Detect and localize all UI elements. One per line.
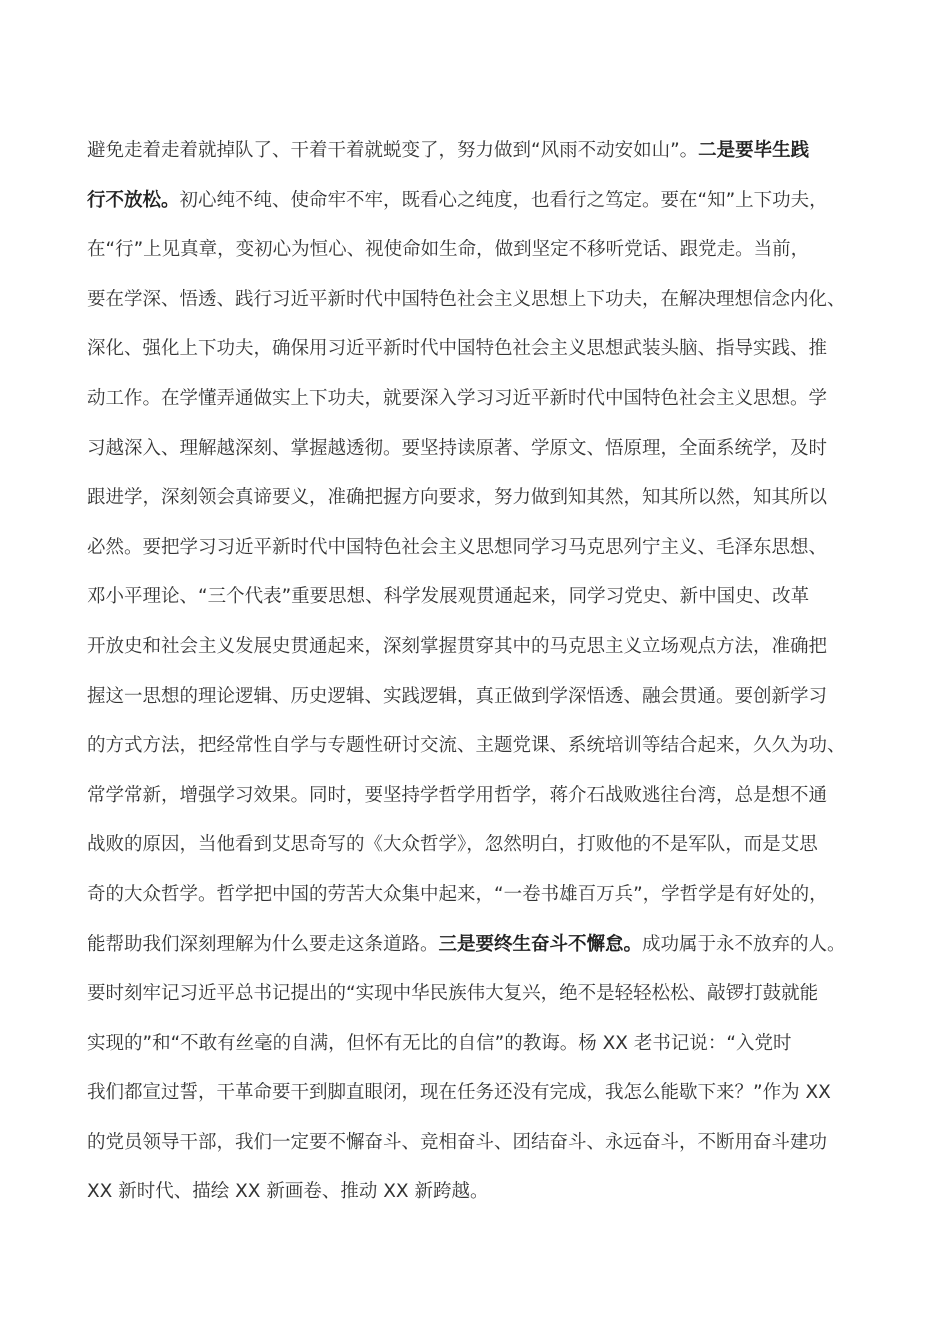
text-line xyxy=(87,969,887,1019)
text-run: 初心纯不纯、使命牢不牢，既看心之纯度，也看行之笃定。要在“知”上下功夫， xyxy=(179,189,828,211)
text-run: 的党员领导干部，我们一定要不懈奋斗、竞相奋斗、团结奋斗、永远奋斗，不断用奋斗建功 xyxy=(87,1131,828,1153)
text-run: 要时刻牢记习近平总书记提出的“实现中华民族伟大复兴，绝不是轻轻松松、敲锣打鼓就能 xyxy=(87,983,819,1005)
text-run: 避免走着走着就掉队了、干着干着就蜕变了，努力做到“风雨不动安如山”。 xyxy=(87,140,699,161)
text-run: 成功属于永不放弃的人。 xyxy=(642,933,846,955)
text-run: 要在学深、悟透、践行习近平新时代中国特色社会主义思想上下功夫，在解决理想信念内化、 xyxy=(87,288,846,310)
text-run: 的方式方法，把经常性自学与专题性研讨交流、主题党课、系统培训等结合起来，久久为功、 xyxy=(87,735,846,757)
text-line xyxy=(87,572,887,622)
text-run: 深化、强化上下功夫，确保用习近平新时代中国特色社会主义思想武装头脑、指导实践、推 xyxy=(87,338,828,360)
text-run: 跟进学，深刻领会真谛要义，准确把握方向要求，努力做到知其然，知其所以然，知其所以 xyxy=(87,487,828,509)
text-line xyxy=(87,126,887,176)
text-run: 在“行”上见真章，变初心为恒心、视使命如生命，做到坚定不移听党话、跟党走。当前， xyxy=(87,239,810,261)
text-line xyxy=(87,324,887,374)
text-run: 开放史和社会主义发展史贯通起来，深刻掌握贯穿其中的马克思主义立场观点方法，准确把 xyxy=(87,635,828,657)
text-run: 实现的”和“不敢有丝毫的自满，但怀有无比的自信”的教诲。杨 XX 老书记说：“入党时 xyxy=(87,1032,792,1054)
text-line xyxy=(87,523,887,573)
text-line xyxy=(87,424,887,474)
text-line xyxy=(87,870,887,920)
text-run: 奇的大众哲学。哲学把中国的劳苦大众集中起来，“一卷书雄百万兵”，学哲学是有好处的， xyxy=(87,883,828,905)
text-line xyxy=(87,721,887,771)
text-line xyxy=(87,374,887,424)
text-line xyxy=(87,176,887,226)
bold-text-run: 三是要终生奋斗不懈怠。 xyxy=(438,933,643,955)
document-body xyxy=(87,126,887,1217)
text-run: 战败的原因，当他看到艾思奇写的《大众哲学》，忽然明白，打败他的不是军队，而是艾思 xyxy=(87,834,818,856)
text-line xyxy=(87,820,887,870)
text-run: 能帮助我们深刻理解为什么要走这条道路。 xyxy=(87,933,439,955)
text-line xyxy=(87,275,887,325)
text-run: 习越深入、理解越深刻、掌握越透彻。要坚持读原著、学原文、悟原理，全面系统学，及时 xyxy=(87,437,828,459)
text-line xyxy=(87,920,887,970)
text-line xyxy=(87,1118,887,1168)
text-run: 握这一思想的理论逻辑、历史逻辑、实践逻辑，真正做到学深悟透、融会贯通。要创新学习 xyxy=(87,685,828,707)
text-run: 我们都宣过誓，干革命要干到脚直眼闭，现在任务还没有完成，我怎么能歇下来？”作为 XX xyxy=(87,1082,831,1104)
text-line xyxy=(87,225,887,275)
text-run: 常学常新，增强学习效果。同时，要坚持学哲学用哲学，蒋介石战败逃往台湾，总是想不通 xyxy=(87,784,828,806)
text-run: 邓小平理论、“三个代表”重要思想、科学发展观贯通起来，同学习党史、新中国史、改革 xyxy=(87,586,810,608)
text-line xyxy=(87,1167,887,1217)
text-run: XX 新时代、描绘 XX 新画卷、推动 XX 新跨越。 xyxy=(87,1181,489,1203)
text-run: 必然。要把学习习近平新时代中国特色社会主义思想同学习马克思列宁主义、毛泽东思想、 xyxy=(87,536,828,558)
text-line xyxy=(87,1019,887,1069)
bold-text-run: 二是要毕生践 xyxy=(698,140,810,161)
text-line xyxy=(87,771,887,821)
bold-text-run: 行不放松。 xyxy=(87,189,180,211)
text-run: 动工作。在学懂弄通做实上下功夫，就要深入学习习近平新时代中国特色社会主义思想。学 xyxy=(87,387,828,409)
text-line xyxy=(87,622,887,672)
text-line xyxy=(87,1068,887,1118)
text-line xyxy=(87,473,887,523)
text-line xyxy=(87,672,887,722)
